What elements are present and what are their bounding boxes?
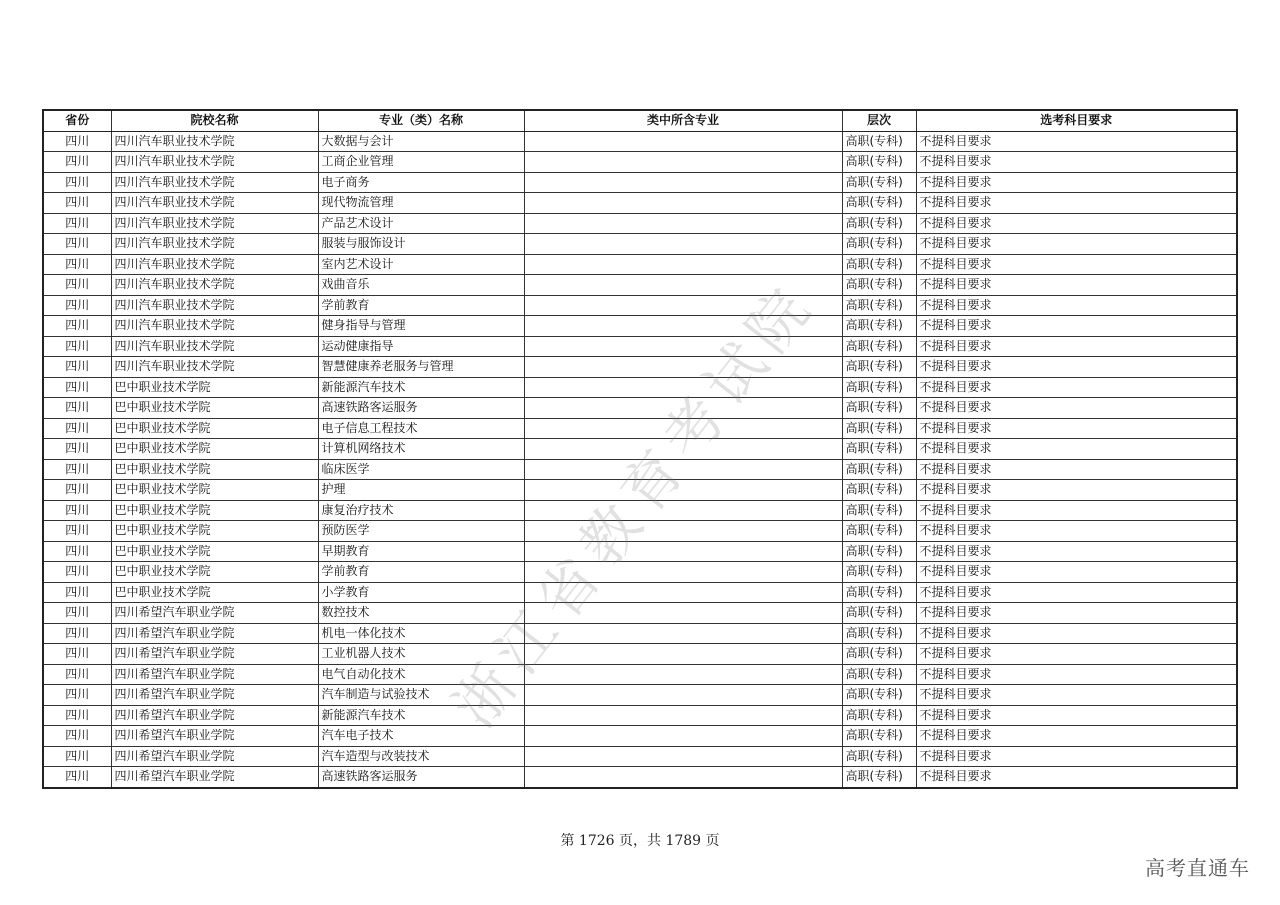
cell-included-majors	[524, 336, 842, 357]
table-row	[43, 295, 1237, 316]
cell-subject-requirement: 不提科目要求	[916, 685, 1237, 706]
cell-province: 四川	[43, 439, 111, 460]
cell-major-name: 数控技术	[318, 603, 524, 624]
cell-major-name: 电子商务	[318, 172, 524, 193]
header-school-name: 院校名称	[111, 110, 318, 131]
cell-subject-requirement: 不提科目要求	[916, 275, 1237, 296]
cell-included-majors	[524, 562, 842, 583]
cell-level: 高职(专科)	[842, 562, 916, 583]
table-row	[43, 562, 1237, 583]
cell-subject-requirement: 不提科目要求	[916, 131, 1237, 152]
cell-included-majors	[524, 213, 842, 234]
cell-major-name: 汽车造型与改装技术	[318, 746, 524, 767]
cell-level: 高职(专科)	[842, 623, 916, 644]
cell-included-majors	[524, 541, 842, 562]
cell-level: 高职(专科)	[842, 172, 916, 193]
table-row	[43, 357, 1237, 378]
cell-level: 高职(专科)	[842, 357, 916, 378]
cell-level: 高职(专科)	[842, 603, 916, 624]
table-row	[43, 131, 1237, 152]
cell-included-majors	[524, 357, 842, 378]
cell-included-majors	[524, 685, 842, 706]
table-row	[43, 254, 1237, 275]
cell-subject-requirement: 不提科目要求	[916, 377, 1237, 398]
cell-included-majors	[524, 377, 842, 398]
page-number-footer: 第 1726 页，共 1789 页	[560, 833, 720, 849]
watermark: 浙江省教育考试院	[440, 269, 829, 740]
cell-subject-requirement: 不提科目要求	[916, 562, 1237, 583]
cell-province: 四川	[43, 295, 111, 316]
cell-province: 四川	[43, 664, 111, 685]
cell-province: 四川	[43, 541, 111, 562]
cell-major-name: 康复治疗技术	[318, 500, 524, 521]
cell-included-majors	[524, 644, 842, 665]
cell-major-name: 学前教育	[318, 562, 524, 583]
cell-school-name: 四川汽车职业技术学院	[111, 131, 318, 152]
cell-school-name: 四川希望汽车职业学院	[111, 623, 318, 644]
table-row	[43, 418, 1237, 439]
cell-included-majors	[524, 500, 842, 521]
cell-included-majors	[524, 439, 842, 460]
cell-included-majors	[524, 131, 842, 152]
table-row	[43, 541, 1237, 562]
cell-included-majors	[524, 664, 842, 685]
cell-province: 四川	[43, 357, 111, 378]
cell-included-majors	[524, 726, 842, 747]
cell-level: 高职(专科)	[842, 275, 916, 296]
table-header-row	[43, 110, 1237, 131]
cell-school-name: 四川汽车职业技术学院	[111, 316, 318, 337]
cell-level: 高职(专科)	[842, 418, 916, 439]
header-major-name: 专业（类）名称	[318, 110, 524, 131]
table-row	[43, 705, 1237, 726]
cell-level: 高职(专科)	[842, 541, 916, 562]
cell-school-name: 巴中职业技术学院	[111, 439, 318, 460]
header-included-majors: 类中所含专业	[524, 110, 842, 131]
cell-major-name: 电子信息工程技术	[318, 418, 524, 439]
cell-province: 四川	[43, 480, 111, 501]
cell-school-name: 巴中职业技术学院	[111, 562, 318, 583]
table-row	[43, 377, 1237, 398]
cell-subject-requirement: 不提科目要求	[916, 582, 1237, 603]
table-row	[43, 685, 1237, 706]
cell-level: 高职(专科)	[842, 213, 916, 234]
cell-province: 四川	[43, 377, 111, 398]
cell-school-name: 四川汽车职业技术学院	[111, 213, 318, 234]
cell-school-name: 四川希望汽车职业学院	[111, 603, 318, 624]
cell-province: 四川	[43, 213, 111, 234]
cell-province: 四川	[43, 705, 111, 726]
cell-level: 高职(专科)	[842, 316, 916, 337]
table-row	[43, 459, 1237, 480]
cell-subject-requirement: 不提科目要求	[916, 726, 1237, 747]
cell-province: 四川	[43, 582, 111, 603]
admission-requirements-table	[42, 109, 1238, 789]
cell-subject-requirement: 不提科目要求	[916, 521, 1237, 542]
cell-province: 四川	[43, 275, 111, 296]
cell-subject-requirement: 不提科目要求	[916, 746, 1237, 767]
cell-school-name: 四川汽车职业技术学院	[111, 254, 318, 275]
cell-level: 高职(专科)	[842, 521, 916, 542]
cell-subject-requirement: 不提科目要求	[916, 357, 1237, 378]
cell-subject-requirement: 不提科目要求	[916, 664, 1237, 685]
cell-school-name: 四川汽车职业技术学院	[111, 152, 318, 173]
cell-subject-requirement: 不提科目要求	[916, 234, 1237, 255]
cell-major-name: 大数据与会计	[318, 131, 524, 152]
cell-subject-requirement: 不提科目要求	[916, 459, 1237, 480]
table-row	[43, 193, 1237, 214]
table-row	[43, 582, 1237, 603]
table-row	[43, 336, 1237, 357]
cell-included-majors	[524, 418, 842, 439]
cell-major-name: 汽车电子技术	[318, 726, 524, 747]
cell-subject-requirement: 不提科目要求	[916, 480, 1237, 501]
cell-level: 高职(专科)	[842, 726, 916, 747]
cell-level: 高职(专科)	[842, 705, 916, 726]
cell-included-majors	[524, 398, 842, 419]
cell-major-name: 计算机网络技术	[318, 439, 524, 460]
table-row	[43, 398, 1237, 419]
cell-province: 四川	[43, 500, 111, 521]
cell-subject-requirement: 不提科目要求	[916, 398, 1237, 419]
cell-included-majors	[524, 234, 842, 255]
cell-subject-requirement: 不提科目要求	[916, 623, 1237, 644]
table-row	[43, 275, 1237, 296]
cell-school-name: 四川汽车职业技术学院	[111, 295, 318, 316]
cell-major-name: 戏曲音乐	[318, 275, 524, 296]
cell-included-majors	[524, 152, 842, 173]
cell-province: 四川	[43, 644, 111, 665]
cell-province: 四川	[43, 767, 111, 788]
cell-subject-requirement: 不提科目要求	[916, 172, 1237, 193]
cell-included-majors	[524, 623, 842, 644]
cell-major-name: 电气自动化技术	[318, 664, 524, 685]
cell-included-majors	[524, 275, 842, 296]
cell-major-name: 临床医学	[318, 459, 524, 480]
table-row	[43, 603, 1237, 624]
cell-province: 四川	[43, 152, 111, 173]
cell-subject-requirement: 不提科目要求	[916, 541, 1237, 562]
cell-major-name: 高速铁路客运服务	[318, 767, 524, 788]
cell-level: 高职(专科)	[842, 152, 916, 173]
cell-school-name: 四川汽车职业技术学院	[111, 234, 318, 255]
cell-subject-requirement: 不提科目要求	[916, 152, 1237, 173]
cell-major-name: 产品艺术设计	[318, 213, 524, 234]
table-row	[43, 767, 1237, 788]
cell-level: 高职(专科)	[842, 398, 916, 419]
cell-school-name: 四川汽车职业技术学院	[111, 336, 318, 357]
cell-major-name: 服装与服饰设计	[318, 234, 524, 255]
cell-school-name: 巴中职业技术学院	[111, 541, 318, 562]
cell-level: 高职(专科)	[842, 644, 916, 665]
cell-school-name: 四川希望汽车职业学院	[111, 726, 318, 747]
cell-major-name: 工业机器人技术	[318, 644, 524, 665]
cell-major-name: 健身指导与管理	[318, 316, 524, 337]
cell-school-name: 四川希望汽车职业学院	[111, 644, 318, 665]
cell-school-name: 四川希望汽车职业学院	[111, 685, 318, 706]
cell-province: 四川	[43, 726, 111, 747]
cell-included-majors	[524, 459, 842, 480]
cell-province: 四川	[43, 234, 111, 255]
cell-level: 高职(专科)	[842, 193, 916, 214]
cell-level: 高职(专科)	[842, 480, 916, 501]
cell-province: 四川	[43, 521, 111, 542]
table-row	[43, 152, 1237, 173]
cell-major-name: 护理	[318, 480, 524, 501]
cell-included-majors	[524, 705, 842, 726]
cell-level: 高职(专科)	[842, 234, 916, 255]
cell-major-name: 早期教育	[318, 541, 524, 562]
cell-school-name: 四川汽车职业技术学院	[111, 357, 318, 378]
table-row	[43, 664, 1237, 685]
cell-major-name: 机电一体化技术	[318, 623, 524, 644]
cell-level: 高职(专科)	[842, 582, 916, 603]
cell-school-name: 四川希望汽车职业学院	[111, 705, 318, 726]
table-row	[43, 726, 1237, 747]
table-row	[43, 746, 1237, 767]
cell-level: 高职(专科)	[842, 254, 916, 275]
cell-level: 高职(专科)	[842, 500, 916, 521]
cell-province: 四川	[43, 562, 111, 583]
cell-level: 高职(专科)	[842, 377, 916, 398]
cell-subject-requirement: 不提科目要求	[916, 295, 1237, 316]
cell-province: 四川	[43, 398, 111, 419]
cell-included-majors	[524, 254, 842, 275]
cell-major-name: 运动健康指导	[318, 336, 524, 357]
cell-included-majors	[524, 521, 842, 542]
cell-school-name: 四川希望汽车职业学院	[111, 664, 318, 685]
cell-subject-requirement: 不提科目要求	[916, 336, 1237, 357]
cell-province: 四川	[43, 131, 111, 152]
cell-subject-requirement: 不提科目要求	[916, 439, 1237, 460]
cell-level: 高职(专科)	[842, 746, 916, 767]
cell-level: 高职(专科)	[842, 131, 916, 152]
cell-province: 四川	[43, 685, 111, 706]
cell-province: 四川	[43, 193, 111, 214]
cell-school-name: 巴中职业技术学院	[111, 521, 318, 542]
cell-school-name: 四川希望汽车职业学院	[111, 746, 318, 767]
cell-included-majors	[524, 316, 842, 337]
cell-major-name: 汽车制造与试验技术	[318, 685, 524, 706]
table-row	[43, 521, 1237, 542]
table-row	[43, 172, 1237, 193]
cell-major-name: 现代物流管理	[318, 193, 524, 214]
cell-level: 高职(专科)	[842, 336, 916, 357]
header-level: 层次	[842, 110, 916, 131]
cell-level: 高职(专科)	[842, 767, 916, 788]
cell-subject-requirement: 不提科目要求	[916, 418, 1237, 439]
cell-province: 四川	[43, 459, 111, 480]
cell-level: 高职(专科)	[842, 295, 916, 316]
table-row	[43, 234, 1237, 255]
cell-school-name: 巴中职业技术学院	[111, 398, 318, 419]
table-row	[43, 623, 1237, 644]
cell-subject-requirement: 不提科目要求	[916, 193, 1237, 214]
cell-subject-requirement: 不提科目要求	[916, 213, 1237, 234]
cell-major-name: 小学教育	[318, 582, 524, 603]
table-row	[43, 213, 1237, 234]
cell-school-name: 巴中职业技术学院	[111, 418, 318, 439]
cell-included-majors	[524, 746, 842, 767]
cell-major-name: 新能源汽车技术	[318, 705, 524, 726]
cell-included-majors	[524, 172, 842, 193]
cell-school-name: 四川汽车职业技术学院	[111, 172, 318, 193]
cell-included-majors	[524, 480, 842, 501]
cell-school-name: 巴中职业技术学院	[111, 377, 318, 398]
cell-level: 高职(专科)	[842, 439, 916, 460]
cell-subject-requirement: 不提科目要求	[916, 316, 1237, 337]
cell-school-name: 巴中职业技术学院	[111, 500, 318, 521]
cell-province: 四川	[43, 746, 111, 767]
header-province: 省份	[43, 110, 111, 131]
header-subject-requirement: 选考科目要求	[916, 110, 1237, 131]
cell-subject-requirement: 不提科目要求	[916, 603, 1237, 624]
cell-major-name: 室内艺术设计	[318, 254, 524, 275]
cell-province: 四川	[43, 336, 111, 357]
cell-province: 四川	[43, 418, 111, 439]
table-row	[43, 644, 1237, 665]
cell-school-name: 四川汽车职业技术学院	[111, 193, 318, 214]
cell-province: 四川	[43, 254, 111, 275]
table-row	[43, 500, 1237, 521]
table-row	[43, 480, 1237, 501]
cell-major-name: 智慧健康养老服务与管理	[318, 357, 524, 378]
table-row	[43, 439, 1237, 460]
cell-major-name: 预防医学	[318, 521, 524, 542]
cell-province: 四川	[43, 316, 111, 337]
cell-school-name: 巴中职业技术学院	[111, 480, 318, 501]
cell-included-majors	[524, 295, 842, 316]
cell-province: 四川	[43, 603, 111, 624]
cell-province: 四川	[43, 623, 111, 644]
cell-included-majors	[524, 767, 842, 788]
cell-included-majors	[524, 603, 842, 624]
cell-province: 四川	[43, 172, 111, 193]
cell-school-name: 巴中职业技术学院	[111, 582, 318, 603]
cell-subject-requirement: 不提科目要求	[916, 644, 1237, 665]
cell-school-name: 巴中职业技术学院	[111, 459, 318, 480]
cell-school-name: 四川汽车职业技术学院	[111, 275, 318, 296]
table-row	[43, 316, 1237, 337]
cell-major-name: 工商企业管理	[318, 152, 524, 173]
cell-included-majors	[524, 582, 842, 603]
cell-level: 高职(专科)	[842, 685, 916, 706]
brand-logo-text: 高考直通车	[1145, 856, 1250, 880]
cell-major-name: 高速铁路客运服务	[318, 398, 524, 419]
cell-major-name: 新能源汽车技术	[318, 377, 524, 398]
cell-level: 高职(专科)	[842, 664, 916, 685]
cell-subject-requirement: 不提科目要求	[916, 705, 1237, 726]
cell-subject-requirement: 不提科目要求	[916, 500, 1237, 521]
cell-school-name: 四川希望汽车职业学院	[111, 767, 318, 788]
cell-major-name: 学前教育	[318, 295, 524, 316]
cell-level: 高职(专科)	[842, 459, 916, 480]
cell-included-majors	[524, 193, 842, 214]
cell-subject-requirement: 不提科目要求	[916, 254, 1237, 275]
cell-subject-requirement: 不提科目要求	[916, 767, 1237, 788]
